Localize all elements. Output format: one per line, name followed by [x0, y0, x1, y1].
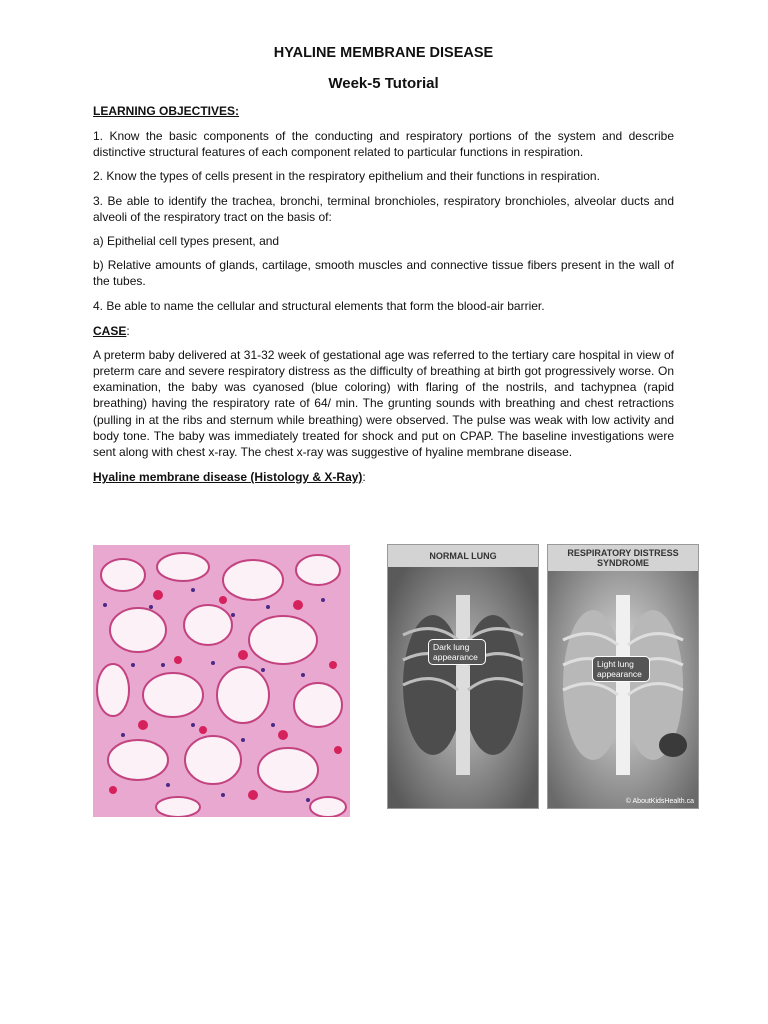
- image-credit: © AboutKidsHealth.ca: [625, 798, 694, 805]
- rds-lung-label: RESPIRATORY DISTRESS SYNDROME: [548, 545, 698, 571]
- objective-4: 4. Be able to name the cellular and structural elements that form the blood-air barrier.: [93, 298, 545, 313]
- objective-1: 1. Know the basic components of the conducting and respiratory portions of the system and describe distinctive structural features of each component related to particular functions in respiration.: [93, 129, 674, 160]
- normal-lung-label: NORMAL LUNG: [388, 545, 538, 567]
- case-text: A preterm baby delivered at 31-32 week of gestational age was referred to the tertiary care hospital in view of preterm care and severe respiratory distress as the difficulty of breathing at birth got progressively worse. On examination, the baby was cyanosed (blue coloring) with flaring of the nostrils, and tachypnea (rapid breathing) having the respiratory rate of 64/ min. The grunting sounds with breathing and chest retractions (pulling in at the ribs and sternum while breathing) were observed. The pulse was weak with low activity and body tone. The baby was immediately treated for shock and put on CPAP. The baseline investigations were sent along with chest x-ray. The chest x-ray was suggestive of hyaline membrane disease.: [93, 347, 674, 460]
- normal-lung-illustration: [388, 545, 538, 808]
- figure-heading-label: Hyaline membrane disease (Histology & X-Ray): [93, 470, 363, 485]
- histology-illustration: [93, 545, 350, 817]
- objective-3a: a) Epithelial cell types present, and: [93, 234, 280, 249]
- document-subtitle: Week-5 Tutorial: [328, 75, 439, 92]
- case-heading-label: CASE: [93, 323, 127, 338]
- document-body: [93, 44, 674, 485]
- case-heading-colon: :: [126, 323, 130, 338]
- normal-lung-xray: [387, 544, 539, 809]
- case-heading: [93, 323, 674, 339]
- rds-lung-xray: [547, 544, 699, 809]
- figure-heading-colon: :: [362, 470, 366, 485]
- histology-image: [93, 545, 350, 817]
- objective-3: 3. Be able to identify the trachea, bronchi, terminal bronchioles, respiratory bronchioles, alveolar ducts and alveoli of the respiratory tract on the basis of:: [93, 193, 674, 224]
- light-lung-callout: Light lung appearance: [592, 656, 650, 682]
- objective-3b: b) Relative amounts of glands, cartilage, smooth muscles and connective tissue fibers present in the wall of the tubes.: [93, 258, 674, 289]
- document-title: HYALINE MEMBRANE DISEASE: [273, 45, 494, 61]
- objective-2: 2. Know the types of cells present in the respiratory epithelium and their functions in respiration.: [93, 169, 600, 184]
- figure-heading: [93, 469, 674, 485]
- objectives-heading: LEARNING OBJECTIVES:: [93, 104, 240, 118]
- dark-lung-callout: Dark lung appearance: [428, 639, 486, 665]
